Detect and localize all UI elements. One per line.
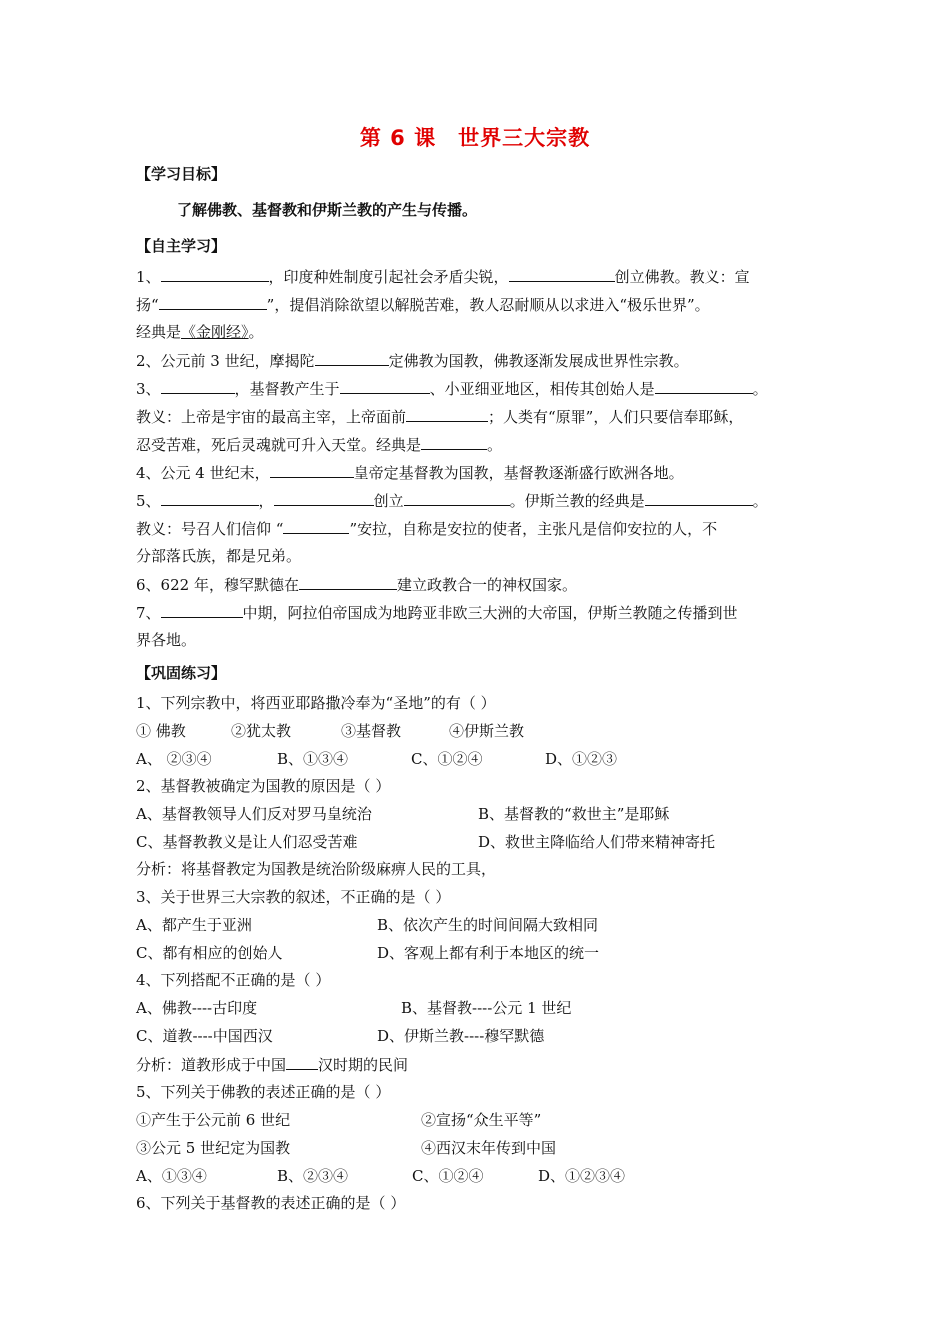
option[interactable]: C、①②④: [411, 750, 483, 768]
option[interactable]: A、基督教领导人们反对罗马皇统治: [136, 805, 372, 823]
option[interactable]: C、都有相应的创始人: [136, 944, 283, 962]
blank[interactable]: [283, 518, 349, 534]
q5-line2: 教义：号召人们信仰 “ ”安拉，自称是安拉的使者，主张凡是信仰安拉的人，不: [136, 520, 718, 538]
objective-text: 了解佛教、基督教和伊斯兰教的产生与传播。: [177, 201, 478, 219]
heading-objectives: 【学习目标】: [136, 165, 227, 183]
q5-line1: 5、 ， 创立 。伊斯兰教的经典是 。: [136, 492, 768, 510]
blank[interactable]: [161, 266, 269, 282]
q3-line2: 教义：上帝是宇宙的最高主宰，上帝面前 ；人类有“原罪”，人们只要信奉耶稣，: [136, 408, 744, 426]
option[interactable]: A、①③④: [136, 1167, 207, 1185]
option[interactable]: C、①②④: [412, 1167, 484, 1185]
blank[interactable]: [406, 406, 488, 422]
p4-analysis: 分析：道教形成于中国 汉时期的民间: [136, 1056, 409, 1074]
blank[interactable]: [340, 378, 430, 394]
blank[interactable]: [509, 266, 615, 282]
blank[interactable]: [655, 378, 753, 394]
option[interactable]: D、救世主降临给人们带来精神寄托: [478, 833, 716, 851]
blank[interactable]: [645, 490, 753, 506]
p4-stem: 4、下列搭配不正确的是（ ）: [136, 971, 331, 989]
option[interactable]: A、佛教----古印度: [136, 999, 258, 1017]
blank[interactable]: [274, 490, 374, 506]
q5-line3: 分部落氏族，都是兄弟。: [136, 547, 302, 565]
option[interactable]: B、基督教的“救世主”是耶稣: [478, 805, 670, 823]
option[interactable]: D、客观上都有利于本地区的统一: [377, 944, 600, 962]
heading-self-study: 【自主学习】: [136, 237, 227, 255]
blank[interactable]: [270, 462, 354, 478]
option[interactable]: A、都产生于亚洲: [136, 916, 252, 934]
option[interactable]: B、依次产生的时间间隔大致相同: [377, 916, 599, 934]
q7-line2: 界各地。: [136, 631, 197, 649]
q1-line2: 扬“ ”，提倡消除欲望以解脱苦难，教人忍耐顺从以求进入“极乐世界”。: [136, 296, 710, 314]
blank[interactable]: [404, 490, 510, 506]
lesson-number: 第 6 课: [359, 126, 437, 150]
q3-line3: 忍受苦难，死后灵魂就可升入天堂。经典是 。: [136, 436, 503, 454]
heading-practice: 【巩固练习】: [136, 664, 227, 682]
scripture-name: 《金刚经》: [181, 323, 249, 341]
list-item: ③基督教: [341, 722, 402, 740]
q7-line1: 7、 中期，阿拉伯帝国成为地跨亚非欧三大洲的大帝国，伊斯兰教随之传播到世: [136, 604, 738, 622]
list-item: ②犹太教: [231, 722, 292, 740]
p1-stem: 1、下列宗教中，将西亚耶路撒冷奉为“圣地”的有（ ）: [136, 694, 496, 712]
list-item: ① 佛教: [136, 722, 186, 740]
list-item: ④西汉末年传到中国: [421, 1139, 557, 1157]
option[interactable]: B、②③④: [277, 1167, 349, 1185]
q1-line3: 经典是《金刚经》。: [136, 323, 264, 341]
p5-stem: 5、下列关于佛教的表述正确的是（ ）: [136, 1083, 391, 1101]
option[interactable]: A、 ②③④: [136, 750, 212, 768]
option[interactable]: C、道教----中国西汉: [136, 1027, 273, 1045]
list-item: ④伊斯兰教: [449, 722, 525, 740]
option[interactable]: D、①②③: [545, 750, 618, 768]
blank[interactable]: [159, 294, 267, 310]
option[interactable]: D、①②③④: [538, 1167, 626, 1185]
blank[interactable]: [161, 378, 235, 394]
list-item: ①产生于公元前 6 世纪: [136, 1111, 291, 1129]
list-item: ②宣扬“众生平等”: [421, 1111, 542, 1129]
q4-line: 4、公元 4 世纪末， 皇帝定基督教为国教，基督教逐渐盛行欧洲各地。: [136, 464, 684, 482]
option[interactable]: B、基督教----公元 1 世纪: [401, 999, 572, 1017]
list-item: ③公元 5 世纪定为国教: [136, 1139, 291, 1157]
blank[interactable]: [161, 602, 243, 618]
p2-analysis: 分析：将基督教定为国教是统治阶级麻痹人民的工具，: [136, 860, 497, 878]
blank[interactable]: [299, 574, 397, 590]
lesson-name: 世界三大宗教: [458, 126, 591, 150]
q1-line1: 1、 ，印度种姓制度引起社会矛盾尖锐， 创立佛教。教义：宣: [136, 268, 750, 286]
option[interactable]: C、基督教教义是让人们忍受苦难: [136, 833, 358, 851]
p2-stem: 2、基督教被确定为国教的原因是（ ）: [136, 777, 391, 795]
q2-line: 2、公元前 3 世纪，摩揭陀 定佛教为国教，佛教逐渐发展成世界性宗教。: [136, 352, 689, 370]
q6-line: 6、622 年，穆罕默德在 建立政教合一的神权国家。: [136, 576, 577, 594]
page-title: [0, 122, 950, 152]
option[interactable]: D、伊斯兰教----穆罕默德: [377, 1027, 545, 1045]
p6-stem: 6、下列关于基督教的表述正确的是（ ）: [136, 1194, 406, 1212]
blank[interactable]: [286, 1054, 318, 1070]
p3-stem: 3、关于世界三大宗教的叙述，不正确的是（ ）: [136, 888, 451, 906]
blank[interactable]: [315, 350, 389, 366]
blank[interactable]: [421, 434, 487, 450]
option[interactable]: B、①③④: [277, 750, 349, 768]
blank[interactable]: [161, 490, 259, 506]
q3-line1: 3、 ，基督教产生于 、小亚细亚地区，相传其创始人是 。: [136, 380, 768, 398]
